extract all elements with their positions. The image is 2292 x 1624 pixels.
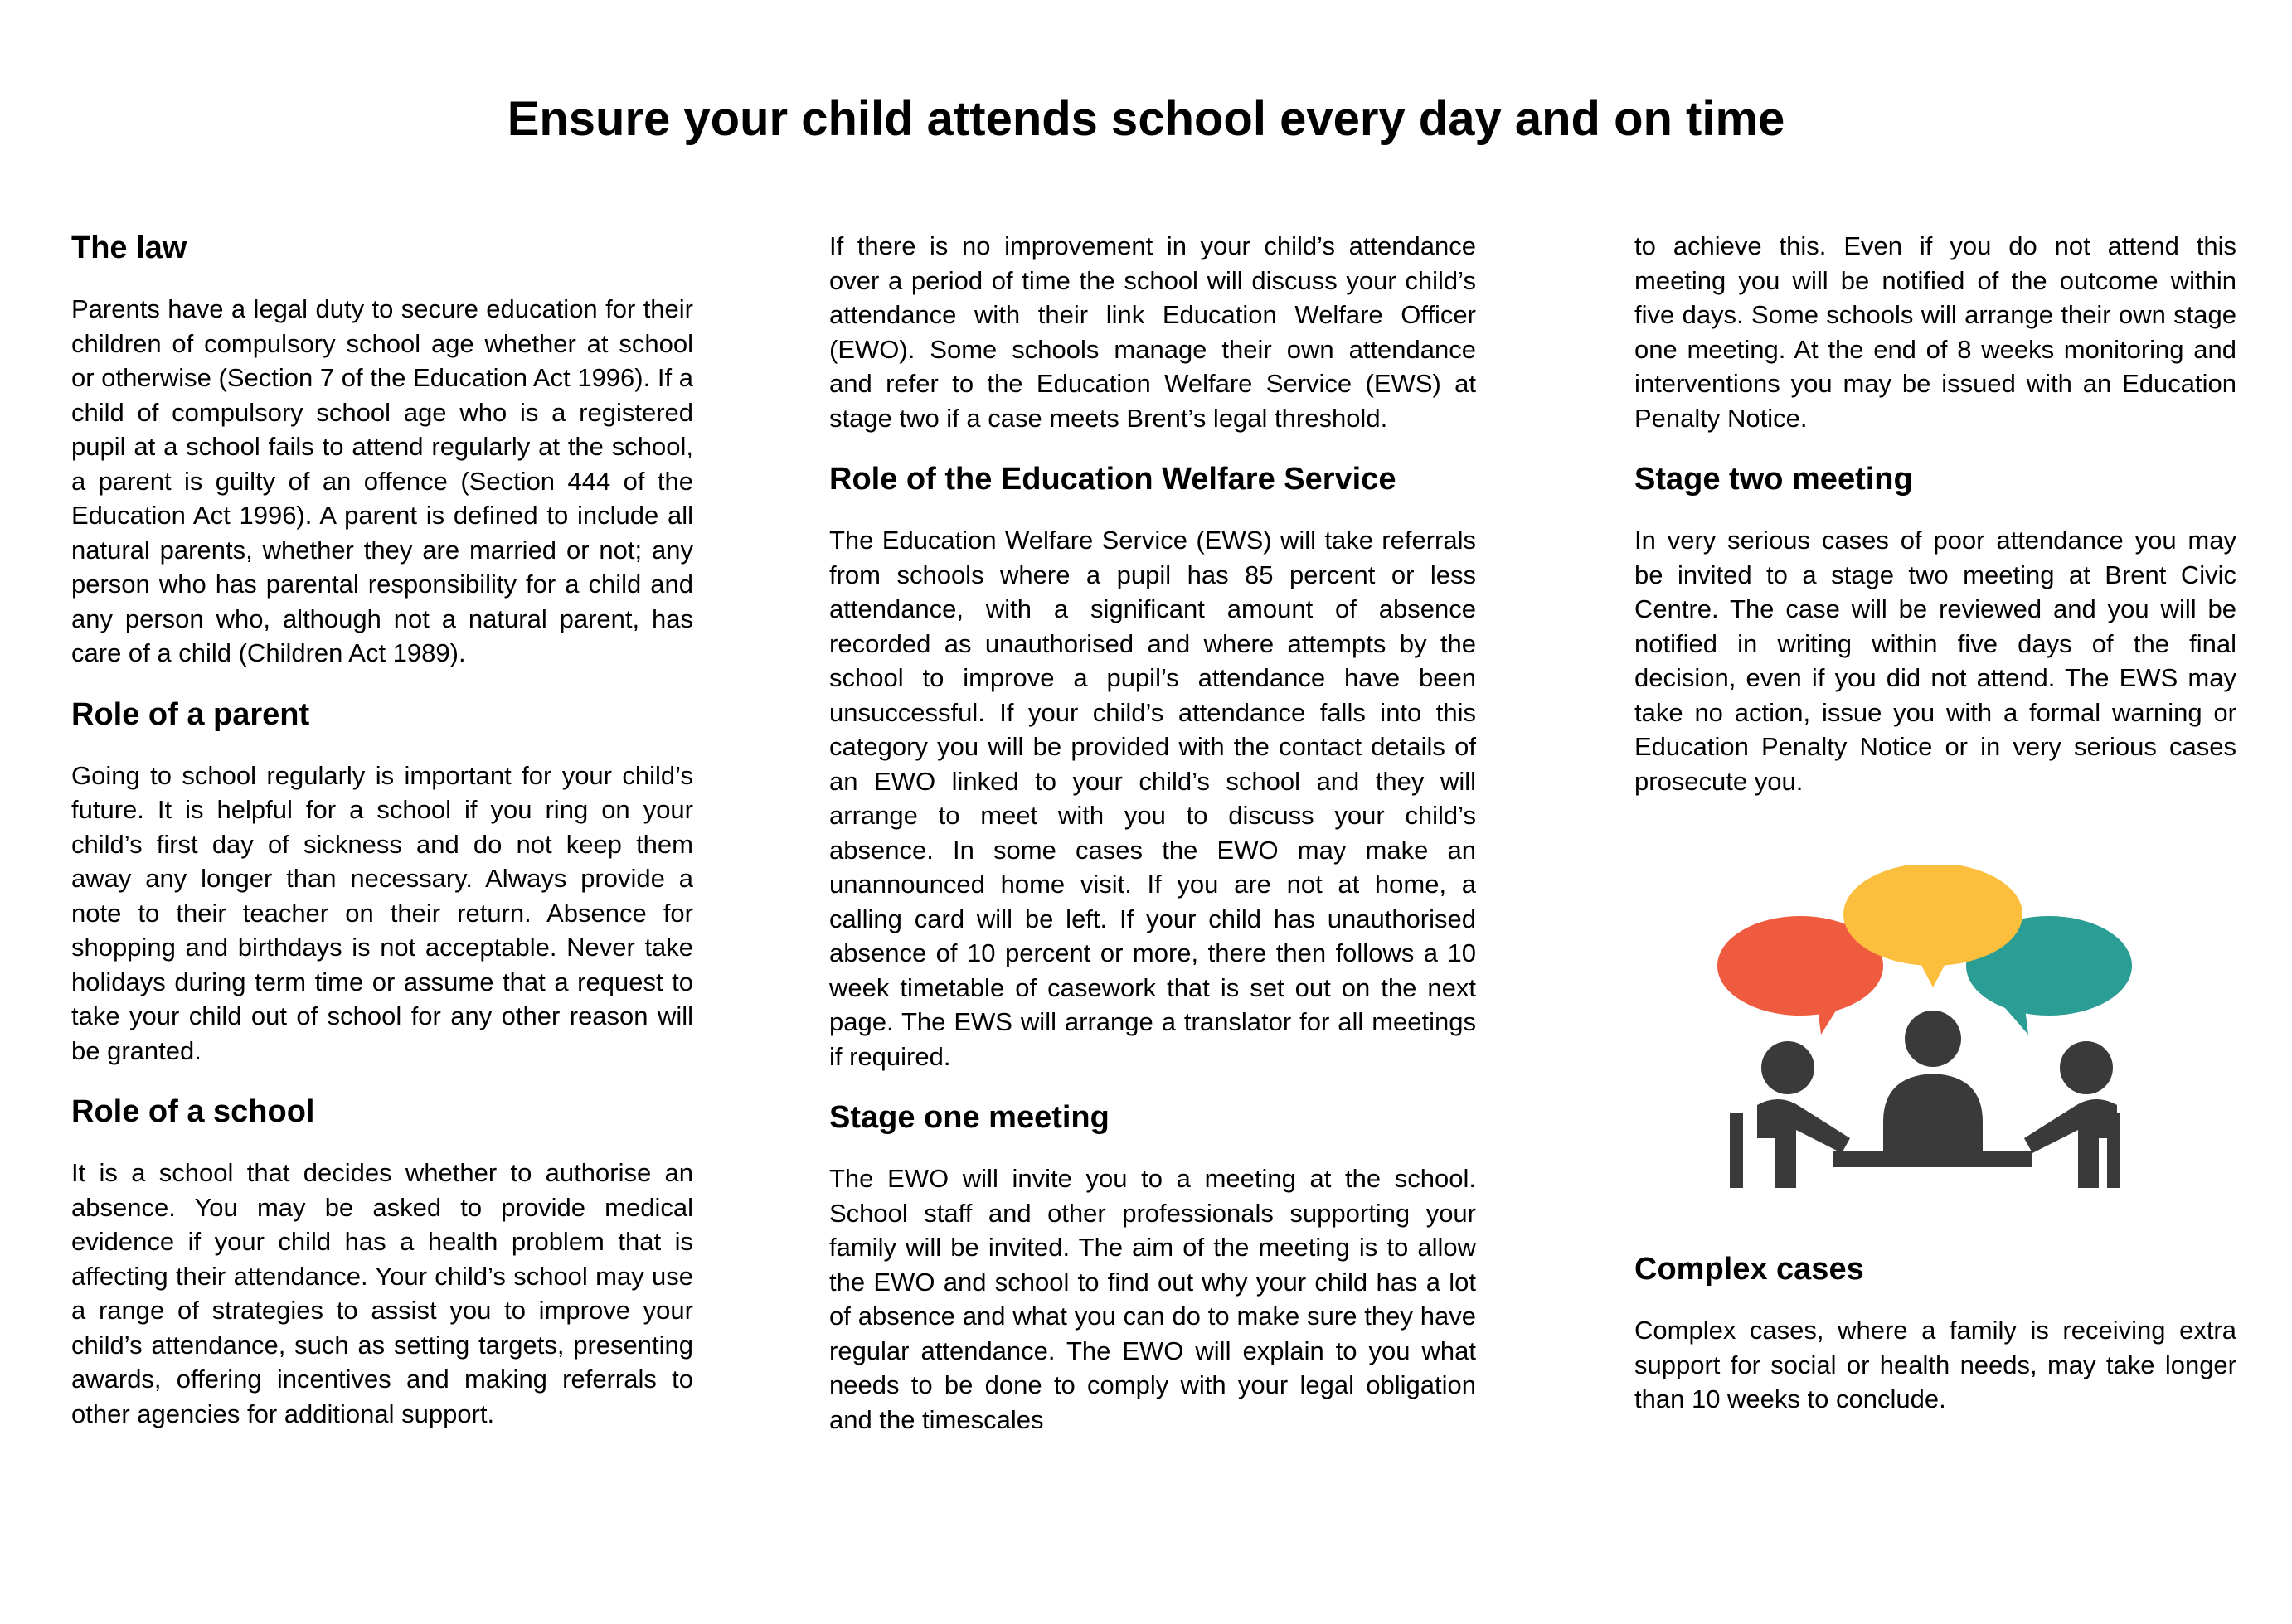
section-body-school-continued: If there is no improvement in your child’s attendance over a period of time the school will discuss your child’s attendance with their link Education Welfare Officer (EWO). Some schools manage their own attendance and refer to the Education Welfare Service (EWS) at stage two if a case meets Brent’s legal threshold.: [829, 231, 1476, 433]
people-at-table-icon: [1730, 1011, 2120, 1188]
section-heading-stage-one: Stage one meeting: [829, 1100, 1110, 1135]
section-body-parent: Going to school regularly is important for your child’s future. It is helpful for a school if you ring on your child’s first day of sickness and do not keep them away any longer than necessary. Always provide a note to their teacher on their return. Absence for shopping and birthdays is not acceptable. Never take holidays during term time or assume that a request to take your child out of school for any other reason will be granted.: [71, 760, 693, 1065]
section-body-ews: The Education Welfare Service (EWS) will take referrals from schools where a pupil has 85 percent or less attendance, with a significant amount of absence recorded as unauthorised and where attempts by the school to improve a pupil’s attendance have been unsuccessful. If your child’s attendance falls into this category you will be provided with the contact details of an EWO linked to your child’s school and they will arrange to meet with you to discuss your child’s absence. In some cases the EWO may make an unannounced home visit. If you are not at home, a calling card will be left. If your child has unauthorised absence of 10 percent or more, there then follows a 10 week timetable of casework that is set out on the next page. The EWS will arrange a translator for all meetings if required.: [829, 526, 1476, 1071]
column-middle: [829, 229, 1476, 1462]
section-body-stage-one-continued: to achieve this. Even if you do not attend this meeting you will be notified of the outcome within five days. Some schools will arrange their own stage one meeting. At the end of 8 weeks monitoring and interventions you may be issued with an Education Penalty Notice.: [1634, 231, 2236, 433]
column-left: [71, 229, 693, 1456]
page-title: Ensure your child attends school every day and on time: [507, 92, 1785, 146]
section-body-school: It is a school that decides whether to authorise an absence. You may be asked to provide medical evidence if your child has a health problem that is affecting their attendance. Your child’s school may use a range of strategies to assist you to improve your child’s attendance, such as setting targets, presenting awards, offering incentives and making referrals to other agencies for additional support.: [71, 1158, 693, 1428]
section-body-law: Parents have a legal duty to secure education for their children of compulsory school age whether at school or otherwise (Section 7 of the Education Act 1996). If a child of compulsory school age who is a registered pupil at a school fails to attend regularly at the school, a parent is guilty of an offence (Section 444 of the Education Act 1996). A parent is defined to include all natural parents, whether they are married or not; any person who has parental responsibility for a child and any person who, although not a natural parent, has care of a child (Children Act 1989).: [71, 294, 693, 667]
column-right: [1634, 229, 2236, 1442]
section-heading-complex: Complex cases: [1634, 1252, 1864, 1287]
section-heading-school: Role of a school: [71, 1094, 315, 1129]
section-heading-parent: Role of a parent: [71, 696, 310, 732]
section-heading-law: The law: [71, 230, 187, 265]
section-heading-ews: Role of the Education Welfare Service: [829, 462, 1396, 497]
meeting-discussion-icon: [1717, 865, 2132, 1192]
section-body-stage-two: In very serious cases of poor attendance you may be invited to a stage two meeting at Brent Civic Centre. The case will be reviewed and you will be notified in writing within five days of the final decision, even if you did not attend. The EWS may take no action, issue you with a formal warning or Education Penalty Notice or in very serious cases prosecute you.: [1634, 526, 2236, 796]
section-body-stage-one: The EWO will invite you to a meeting at the school. School staff and other professionals supporting your family will be invited. The aim of the meeting is to allow the EWO and school to find out why your child has a lot of absence and what you can do to make sure they have regular attendance. The EWO will explain to you what needs to be done to comply with your legal obligation and the timescales: [829, 1164, 1476, 1434]
section-heading-stage-two: Stage two meeting: [1634, 462, 1913, 497]
section-body-complex: Complex cases, where a family is receiving extra support for social or health needs, may take longer than 10 weeks to conclude.: [1634, 1316, 2236, 1413]
